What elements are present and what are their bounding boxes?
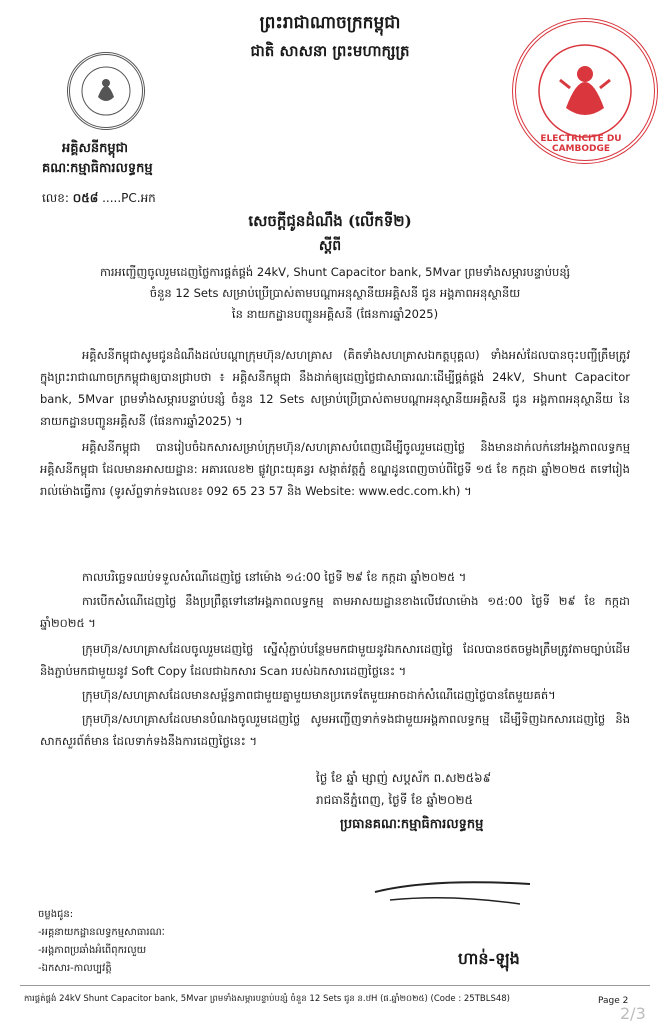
edc-seal-gray — [67, 52, 145, 130]
cc-title: ចម្លងជូន: — [38, 909, 74, 920]
notice-subtitle: ស្តីពី — [318, 238, 342, 254]
cc-item: -ឯកសារ-កាលប្បវត្តិ — [38, 963, 112, 974]
org-committee: គណៈកម្មាធិការលទ្ធកម្ម — [42, 161, 153, 176]
reference-number — [42, 190, 156, 208]
page-number: Page 2 — [598, 996, 629, 1006]
paragraph-attachments: ក្រុមហ៊ុន/សហគ្រាសដែលចូលរួមដេញថ្លៃ ស្នើសុំភ្ជាប់បន្ថែមមកជាមួយនូវឯកសារដេញថ្លៃ ដែលបានថតចម្លងត្រឹមត្រូវតាមច្បាប់ដើម និងភ្ជាប់មកជាមួយនូវ Soft Copy ដែលជាឯកសារ Scan របស់ឯកសារដេញថ្លៃនេះ ។ — [40, 642, 630, 678]
ref-number: ០៥៨ — [72, 191, 99, 205]
cc-block — [38, 906, 165, 978]
footer-divider — [20, 985, 650, 986]
paragraph-intro: អគ្គិសនីកម្ពុជាសូមជូនដំណឹងដល់បណ្តាក្រុមហ៊ុន/សហគ្រាស (គិតទាំងសហគ្រាសឯកត្តបុគ្គល) ទាំងអស់ដែលបានចុះបញ្ជីត្រឹមត្រូវក្នុងព្រះរាជាណាចក្រកម្ពុជាឲ្យបានជ្រាបថា ៖ អគ្គិសនីកម្ពុជា នឹងដាក់ឲ្យដេញថ្លៃជាសាធារណៈដើម្បីផ្គត់ផ្គង់ 24kV, Shunt Capacitor bank, 5Mvar ព្រមទាំងសម្ភារបន្ទាប់បន្សំ ចំនួន 12 Sets សម្រាប់ប្រើប្រាស់តាមបណ្តាអនុស្ថានីយអគ្គិសនី ជូន អង្គភាពអនុស្ថានីយ នៃ នាយកដ្ឋានបញ្ជូនអគ្គិសនី (ផែនការឆ្នាំ2025) ។ — [40, 348, 630, 428]
kingdom-title: ព្រះរាជាណាចក្រកម្ពុជា — [259, 13, 401, 33]
solar-date: រាជធានីភ្នំពេញ, ថ្ងៃទី ខែ ឆ្នាំ២០២៥ — [316, 793, 474, 807]
subject-line: ការអញ្ជើញចូលរួមដេញថ្លៃការផ្គត់ផ្គង់ 24kV, Shunt Capacitor bank, 5Mvar ព្រមទាំងសម្ភារបន្ទាប់បន្សំ — [99, 265, 571, 279]
org-name: អគ្គិសនីកម្ពុជា — [62, 141, 129, 156]
signature-stroke — [370, 870, 540, 930]
edc-seal-red — [512, 18, 658, 164]
page-overlay-number: 2/3 — [620, 1004, 646, 1023]
cc-item: -អង្គភាពប្រឆាំងអំពើពុករលួយ — [38, 945, 147, 956]
cc-item: -អគ្គនាយកដ្ឋានលទ្ធកម្មសាធារណៈ — [38, 927, 165, 938]
seal-caption: ELECTRICITE DU CAMBODGE — [540, 134, 622, 154]
subject-line: ចំនួន 12 Sets សម្រាប់ប្រើប្រាស់តាមបណ្តាអនុស្ថានីយអគ្គិសនី ជូន អង្គភាពអនុស្ថានីយ — [149, 286, 521, 300]
subject-line: នៃ នាយកដ្ឋានបញ្ជូនអគ្គិសនី (ផែនការឆ្នាំ2025) — [231, 307, 439, 321]
paragraph-opening: ការបើកសំណើដេញថ្លៃ នឹងប្រព្រឹត្តទៅនៅអង្គភាពលទ្ធកម្ម តាមអាសយដ្ឋានខាងលើវេលាម៉ោង ១៥:00 ថ្ងៃទី ២៩ ខែ កក្កដា ឆ្នាំ២០២៥ ។ — [40, 594, 630, 630]
notice-title: សេចក្តីជូនដំណឹង (លើកទី២) — [248, 212, 412, 230]
signer-title: ប្រធានគណៈកម្មាធិការលទ្ធកម្ម — [340, 817, 484, 832]
paragraph-documents: អគ្គិសនីកម្ពុជា បានរៀបចំឯកសារសម្រាប់ក្រុមហ៊ុន/សហគ្រាសបំពេញដើម្បីចូលរួមដេញថ្លៃ និងមានដាក់លក់នៅអង្គភាពលទ្ធកម្មអគ្គិសនីកម្ពុជា ដែលមានអាសយដ្ឋាន: អគារលេខ២ ផ្លូវព្រះយុគន្ធរ សង្កាត់វត្តភ្នំ ខណ្ឌដូនពេញចាប់ពីថ្ងៃទី ១៥ ខែ កក្កដា ឆ្នាំ២០២៥ តទៅរៀងរាល់ម៉ោងធ្វើការ (ទូរស័ព្ទទាក់ទងលេខ៖ 092 65 23 57 និង Website: www.edc.com.kh) ។ — [40, 440, 630, 498]
lunar-date: ថ្ងៃ ខែ ឆ្នាំ ម្សាញ់ សប្តស័ក ព.ស២៥៦៩ — [316, 771, 492, 785]
paragraph-contact: ក្រុមហ៊ុន/សហគ្រាសដែលមានបំណងចូលរួមដេញថ្លៃ សូមអញ្ជើញទាក់ទងជាមួយអង្គភាពលទ្ធកម្ម ដើម្បីទិញឯកសារដេញថ្លៃ និងសាកសួរព័ត៌មាន ដែលទាក់ទងនឹងការដេញថ្លៃនេះ ។ — [40, 712, 630, 748]
footer-text: ការផ្គត់ផ្គង់ 24kV Shunt Capacitor bank, 5Mvar ព្រមទាំងសម្ភារបន្ទាប់បន្សំ ចំនួន 12 Sets ជូន ន.ឋH (ផ.ឆ្នាំ២០២៥) (Code : 25TBLS48) — [24, 994, 510, 1004]
national-motto: ជាតិ សាសនា ព្រះមហាក្សត្រ — [250, 42, 410, 60]
paragraph-affiliation: ក្រុមហ៊ុន/សហគ្រាសដែលមានសម្ព័ន្ធភាពជាមួយគ្នាមួយមានប្រភេទតែមួយអាចដាក់សំណើដេញថ្លៃបានតែមួយគត់។ — [82, 688, 556, 702]
ref-suffix: .....PC.អក — [102, 191, 156, 205]
subject-block — [40, 262, 630, 325]
signature-name: ហាន់-ឡុង — [458, 949, 520, 968]
paragraph-deadline: កាលបរិច្ឆេទឈប់ទទួលសំណើដេញថ្លៃ នៅម៉ោង ១៤:00 ថ្ងៃទី ២៩ ខែ កក្កដា ឆ្នាំ២០២៥ ។ — [82, 570, 467, 584]
ref-prefix: លេខ: — [42, 191, 69, 205]
